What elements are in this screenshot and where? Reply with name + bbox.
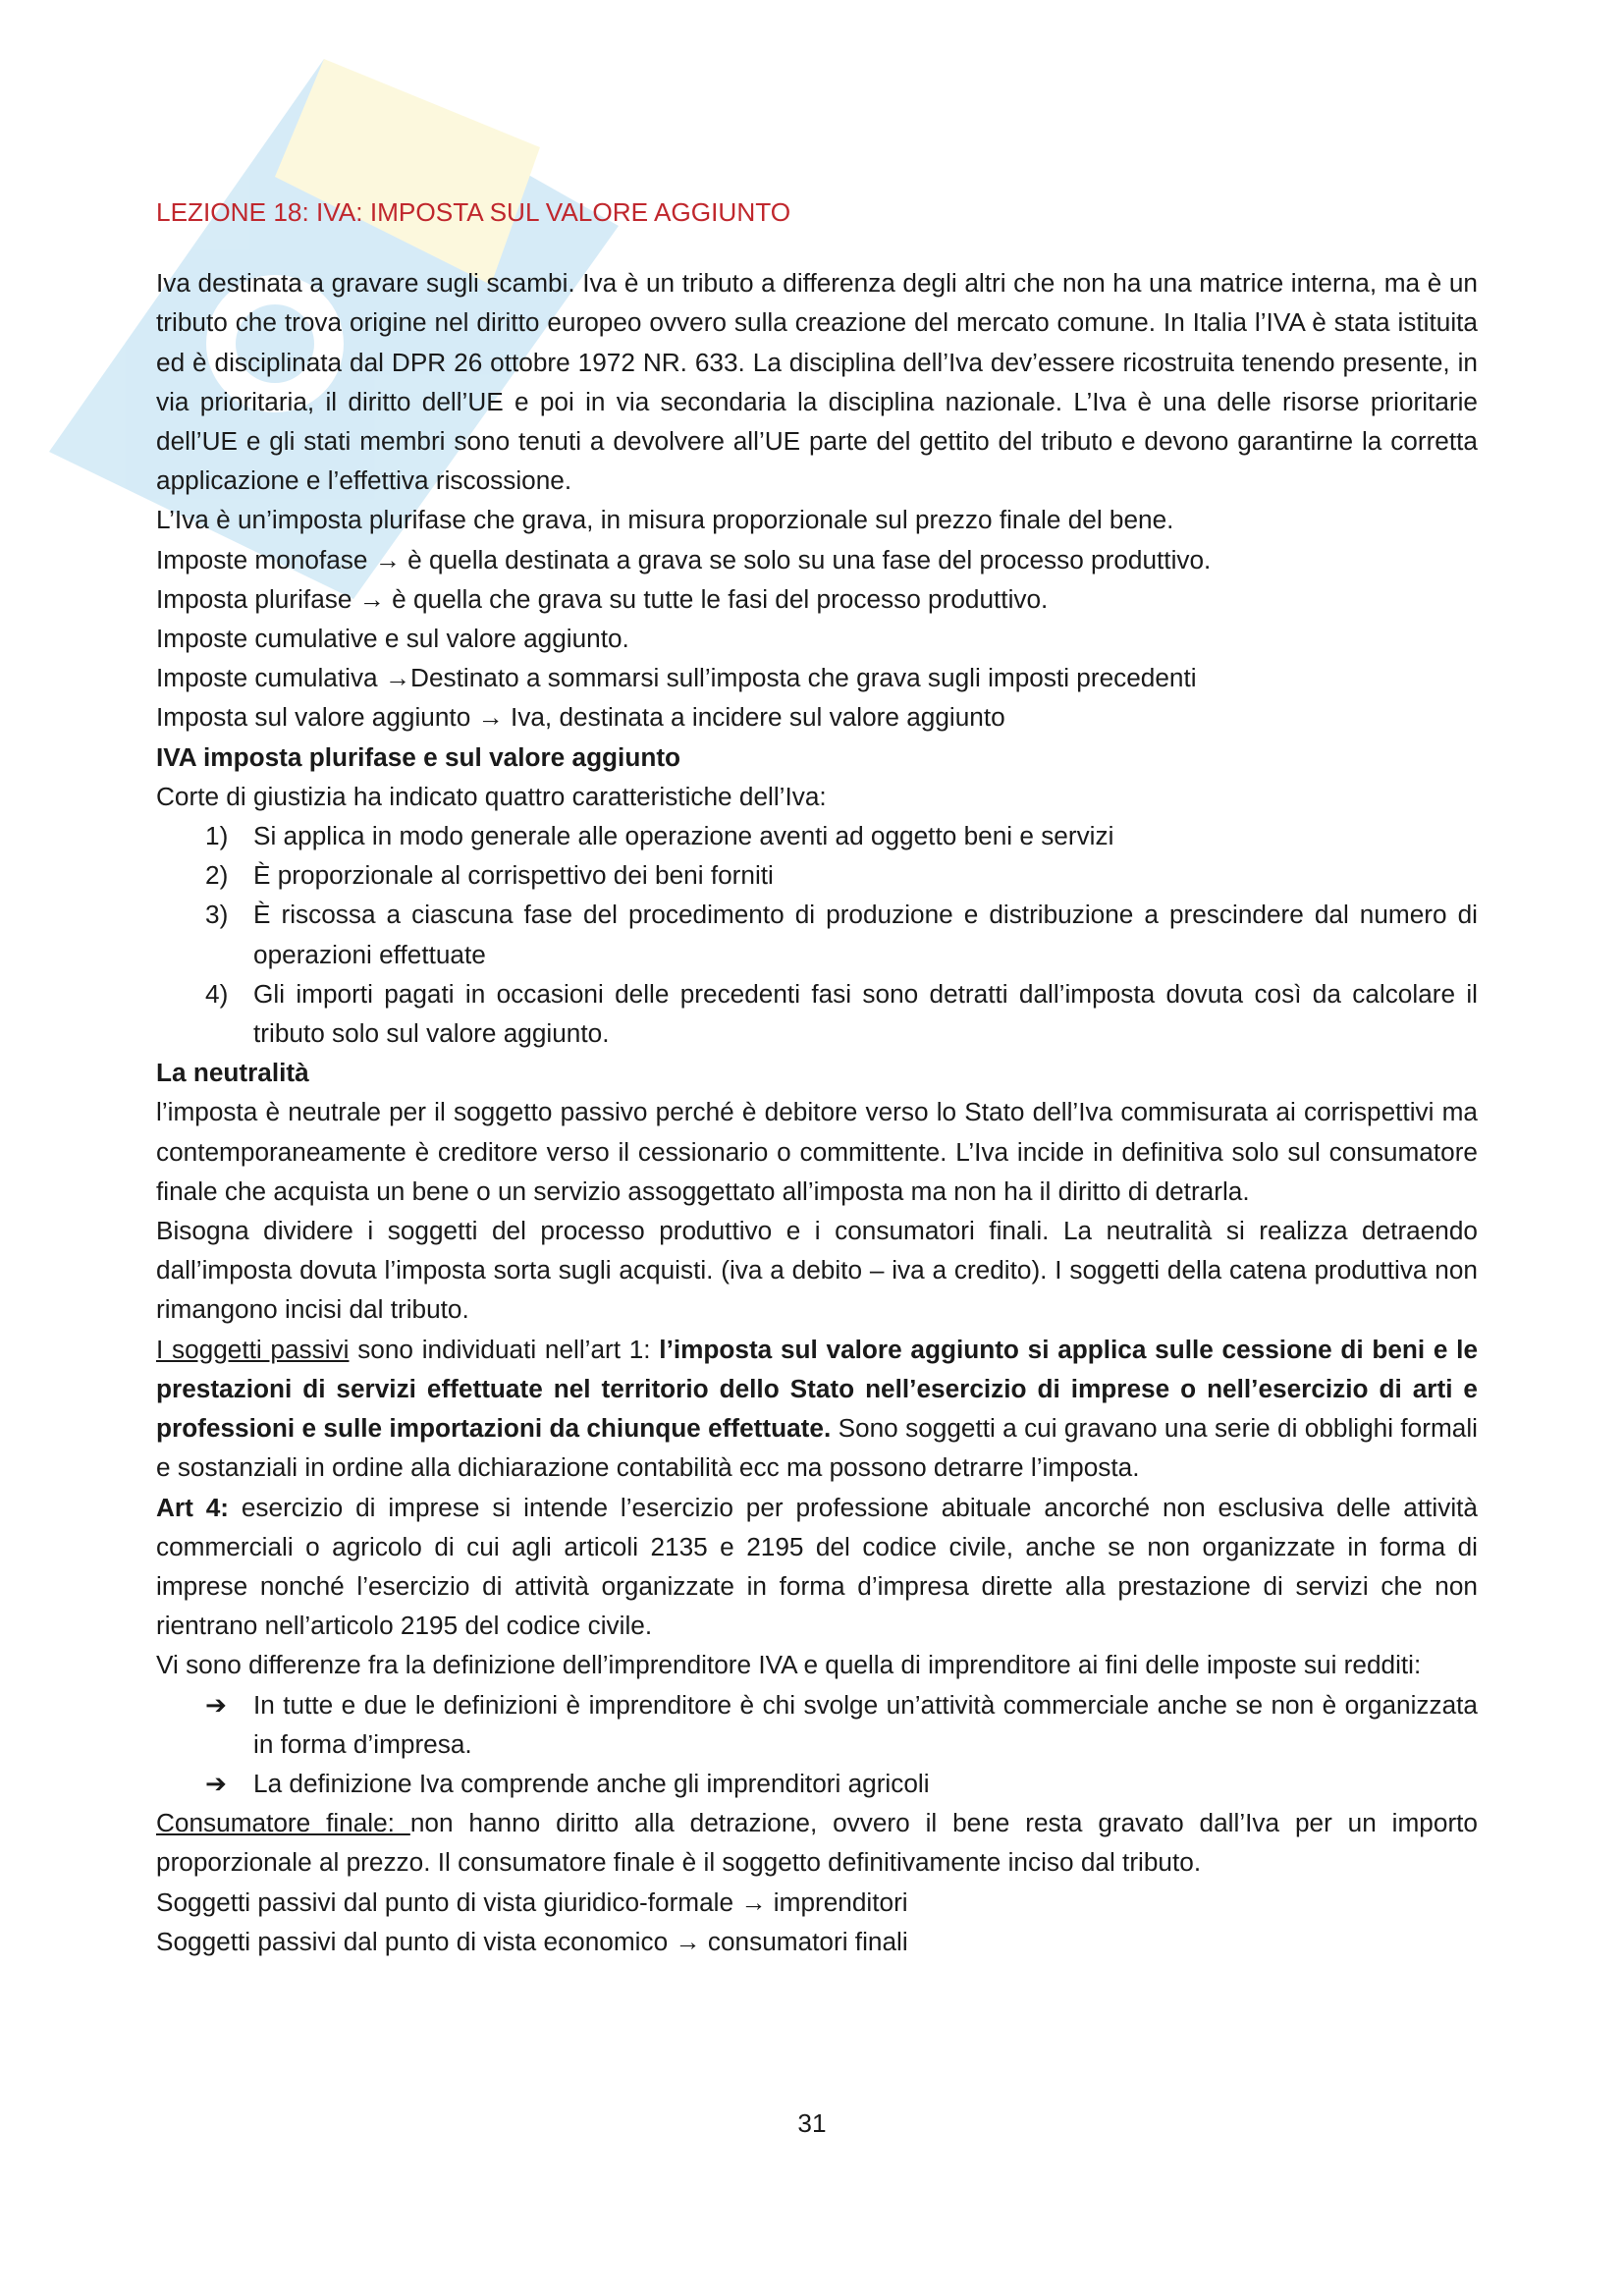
list-item-text: In tutte e due le definizioni è imprenditore è chi svolge un’attività commerciale anche se non è organizzata in forma d’impresa. xyxy=(253,1689,1478,1759)
section-heading-iva: IVA imposta plurifase e sul valore aggiunto xyxy=(156,741,681,772)
list-item-text: È proporzionale al corrispettivo dei beni forniti xyxy=(253,860,774,891)
list-item xyxy=(156,1764,1478,1803)
soggetti-passivi-label: I soggetti passivi xyxy=(156,1334,350,1364)
arrow-icon: ➔ xyxy=(205,1689,227,1720)
consumatore-text: non hanno diritto alla detrazione, ovvero il bene resta gravato dall’Iva per un importo proporzionale al prezzo. Il consumatore finale è il soggetto definitivamente inciso dal tributo. xyxy=(156,1808,1479,1878)
neutralita-paragraph-2: Bisogna dividere i soggetti del processo produttivo e i consumatori finali. La neutralità si realizza detraendo dall’imposta dovuta l’imposta sorta sugli acquisti. (iva a debito – iva a credito). I soggetti della catena produttiva non rimangono incisi dal tributo. xyxy=(156,1216,1478,1325)
list-item xyxy=(156,895,1478,973)
art1-quote: l’imposta sul valore aggiunto si applica sulle cessione di beni e le prestazioni di servizi effettuate nel territorio dello Stato nell’esercizio di imprese o nell’esercizio di arti e professioni e sulle importazioni da chiunque effettuate. xyxy=(156,1334,1479,1444)
text-line: Imposta sul valore aggiunto → Iva, destinata a incidere sul valore aggiunto xyxy=(156,702,1005,733)
arrow-list xyxy=(156,1685,1478,1804)
differenze-paragraph: Vi sono differenze fra la definizione dell’imprenditore IVA e quella di imprenditore ai fini delle imposte sui redditi: xyxy=(156,1650,1422,1680)
intro-paragraph: Iva destinata a gravare sugli scambi. Iva è un tributo a differenza degli altri che non ha una matrice interna, ma è un tributo che trova origine nel diritto europeo ovvero sulla creazione del mercato comune. In Italia l’IVA è stata istituita ed è disciplinata dal DPR 26 ottobre 1972 NR. 633. La disciplina dell’Iva dev’essere ricostruita tenendo presente, in via prioritaria, il diritto dell’UE e poi in via secondaria la disciplina nazionale. L’Iva è una delle risorse prioritarie dell’UE e gli stati membri sono tenuti a devolvere all’UE parte del gettito del tributo e devono garantirne la corretta applicazione e l’effettiva riscossione. xyxy=(156,268,1478,496)
consumatore-paragraph xyxy=(156,1803,1478,1882)
document-page xyxy=(156,192,1478,1961)
art4-text: esercizio di imprese si intende l’esercizio per professione abituale ancorché non esclusiva delle attività commerciali o agricolo di cui agli articoli 2135 e 2195 del codice civile, anche se non organizzate in forma di imprese nonché l’esercizio di attività organizzate in forma d’impresa dirette alla prestazione di servizi che non rientrano nell’articolo 2195 del codice civile. xyxy=(156,1492,1478,1641)
list-number: 4) xyxy=(205,978,229,1009)
text-line: Imposte cumulative e sul valore aggiunto. xyxy=(156,624,629,654)
lesson-title: LEZIONE 18: IVA: IMPOSTA SUL VALORE AGGIUNTO xyxy=(156,197,791,227)
list-item xyxy=(156,974,1478,1053)
text-line: Imposte cumulativa →Destinato a sommarsi sull’imposta che grava sugli imposti precedenti xyxy=(156,663,1197,693)
soggetti-pre: sono individuati nell’art 1: xyxy=(349,1334,660,1364)
section-heading-neutralita: La neutralità xyxy=(156,1058,309,1088)
list-number: 2) xyxy=(205,860,229,891)
list-item xyxy=(156,855,1478,895)
closing-line: Soggetti passivi dal punto di vista economico → consumatori finali xyxy=(156,1926,908,1956)
list-number: 1) xyxy=(205,821,229,851)
arrow-icon: ➔ xyxy=(205,1768,227,1798)
soggetti-post: Sono soggetti a cui gravano una serie di obblighi formali e sostanziali in ordine alla dichiarazione contabilità ecc ma possono detrarre l’imposta. xyxy=(156,1413,1478,1483)
list-item-text: Si applica in modo generale alle operazione aventi ad oggetto beni e servizi xyxy=(253,821,1114,851)
list-item-text: Gli importi pagati in occasioni delle precedenti fasi sono detratti dall’imposta dovuta così da calcolare il tributo solo sul valore aggiunto. xyxy=(253,978,1478,1049)
list-number: 3) xyxy=(205,900,229,930)
corte-intro: Corte di giustizia ha indicato quattro caratteristiche dell’Iva: xyxy=(156,781,827,811)
text-line: Imposta plurifase → è quella che grava su tutte le fasi del processo produttivo. xyxy=(156,583,1049,614)
neutralita-paragraph-1: l’imposta è neutrale per il soggetto passivo perché è debitore verso lo Stato dell’Iva commisurata ai corrispettivi ma contemporaneamente è creditore verso il cessionario o committente. L’Iva incide in definitiva solo sul consumatore finale che acquista un bene o un servizio assoggettato all’imposta ma non ha il diritto di detrarla. xyxy=(156,1097,1478,1206)
list-item-text: La definizione Iva comprende anche gli imprenditori agricoli xyxy=(253,1768,930,1798)
closing-line: Soggetti passivi dal punto di vista giuridico-formale → imprenditori xyxy=(156,1886,908,1917)
features-list xyxy=(156,816,1478,1053)
art4-label: Art 4: xyxy=(156,1492,229,1522)
list-item-text: È riscossa a ciascuna fase del procedimento di produzione e distribuzione a prescindere dal numero di operazioni effettuate xyxy=(253,900,1478,969)
text-line: L’Iva è un’imposta plurifase che grava, in misura proporzionale sul prezzo finale del bene. xyxy=(156,505,1174,535)
consumatore-label: Consumatore finale: xyxy=(156,1808,410,1838)
soggetti-passivi-paragraph xyxy=(156,1330,1478,1488)
list-item xyxy=(156,1685,1478,1764)
list-item xyxy=(156,816,1478,855)
text-line: Imposte monofase → è quella destinata a grava se solo su una fase del processo produttivo. xyxy=(156,544,1212,574)
page-number: 31 xyxy=(797,2108,827,2138)
art4-paragraph xyxy=(156,1488,1478,1646)
